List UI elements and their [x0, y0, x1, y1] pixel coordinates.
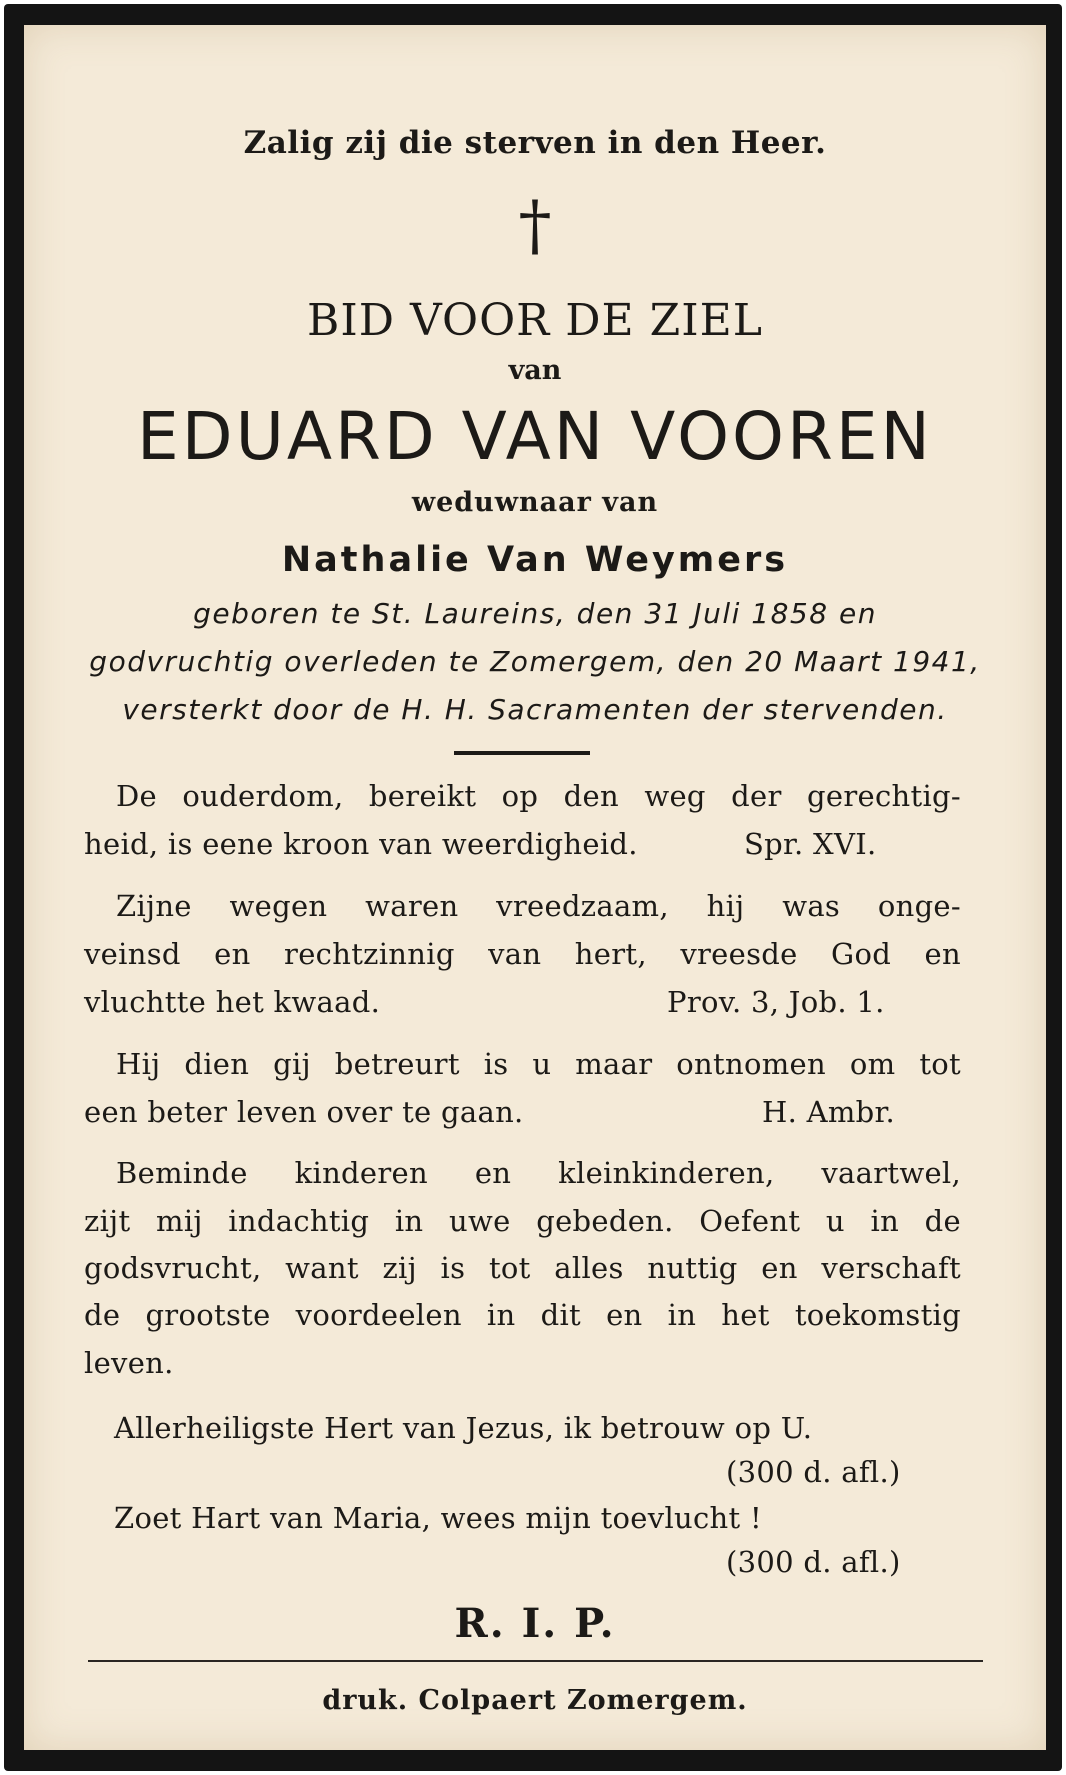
deceased-name: EDUARD VAN VOOREN — [137, 398, 933, 475]
indulgence-2: (300 d. afl.) — [726, 1545, 901, 1579]
birth-line: geboren te St. Laureins, den 31 Juli 1858 en — [193, 597, 877, 630]
paragraph-4-line-1: Beminde kinderen en kleinkinderen, vaartwel, — [116, 1156, 961, 1190]
paragraph-4-line-5: leven. — [84, 1346, 174, 1380]
divider — [454, 751, 590, 755]
paragraph-2-reference: Prov. 3, Job. 1. — [667, 985, 885, 1019]
paragraph-4-line-3: godsvrucht, want zij is tot alles nuttig en verschaft — [84, 1251, 961, 1285]
rip: R. I. P. — [454, 1600, 616, 1647]
paragraph-1-line-2: heid, is eene kroon van weerdigheid. — [84, 827, 638, 861]
paragraph-4-line-2: zijt mij indachtig in uwe gebeden. Oefent u in de — [84, 1204, 961, 1238]
sacraments-line: versterkt door de H. H. Sacramenten der stervenden. — [122, 693, 948, 726]
cross-icon: † — [518, 187, 552, 264]
bottom-divider — [88, 1660, 983, 1662]
motto: Zalig zij die sterven in den Heer. — [243, 125, 827, 161]
van-label: van — [508, 355, 562, 386]
paragraph-2-line-2: veinsd en rechtzinnig van hert, vreesde God en — [84, 937, 961, 971]
spouse-name: Nathalie Van Weymers — [281, 540, 789, 580]
paragraph-2-line-1: Zijne wegen waren vreedzaam, hij was onge- — [116, 889, 961, 923]
heading: BID VOOR DE ZIEL — [307, 295, 763, 346]
paragraph-1-reference: Spr. XVI. — [744, 827, 877, 861]
paragraph-4-line-4: de grootste voordeelen in dit en in het toekomstig — [84, 1298, 961, 1332]
paragraph-1-line-1: De ouderdom, bereikt op den weg der gerechtig- — [116, 779, 961, 813]
paragraph-3-line-2: een beter leven over te gaan. — [84, 1095, 524, 1129]
paragraph-3-reference: H. Ambr. — [762, 1095, 896, 1129]
prayer-mary: Zoet Hart van Maria, wees mijn toevlucht ! — [114, 1501, 762, 1535]
paragraph-3-line-1: Hij dien gij betreurt is u maar ontnomen om tot — [116, 1047, 961, 1081]
relation-label: weduwnaar van — [411, 487, 659, 518]
paragraph-2-line-3: vluchtte het kwaad. — [84, 985, 381, 1019]
prayer-sacred-heart: Allerheiligste Hert van Jezus, ik betrouw op U. — [114, 1411, 813, 1445]
printer-credit: druk. Colpaert Zomergem. — [322, 1685, 748, 1716]
indulgence-1: (300 d. afl.) — [726, 1455, 901, 1489]
death-line: godvruchtig overleden te Zomergem, den 20 Maart 1941, — [89, 645, 981, 678]
memorial-card-border — [4, 4, 1062, 1771]
memorial-card — [24, 25, 1046, 1750]
